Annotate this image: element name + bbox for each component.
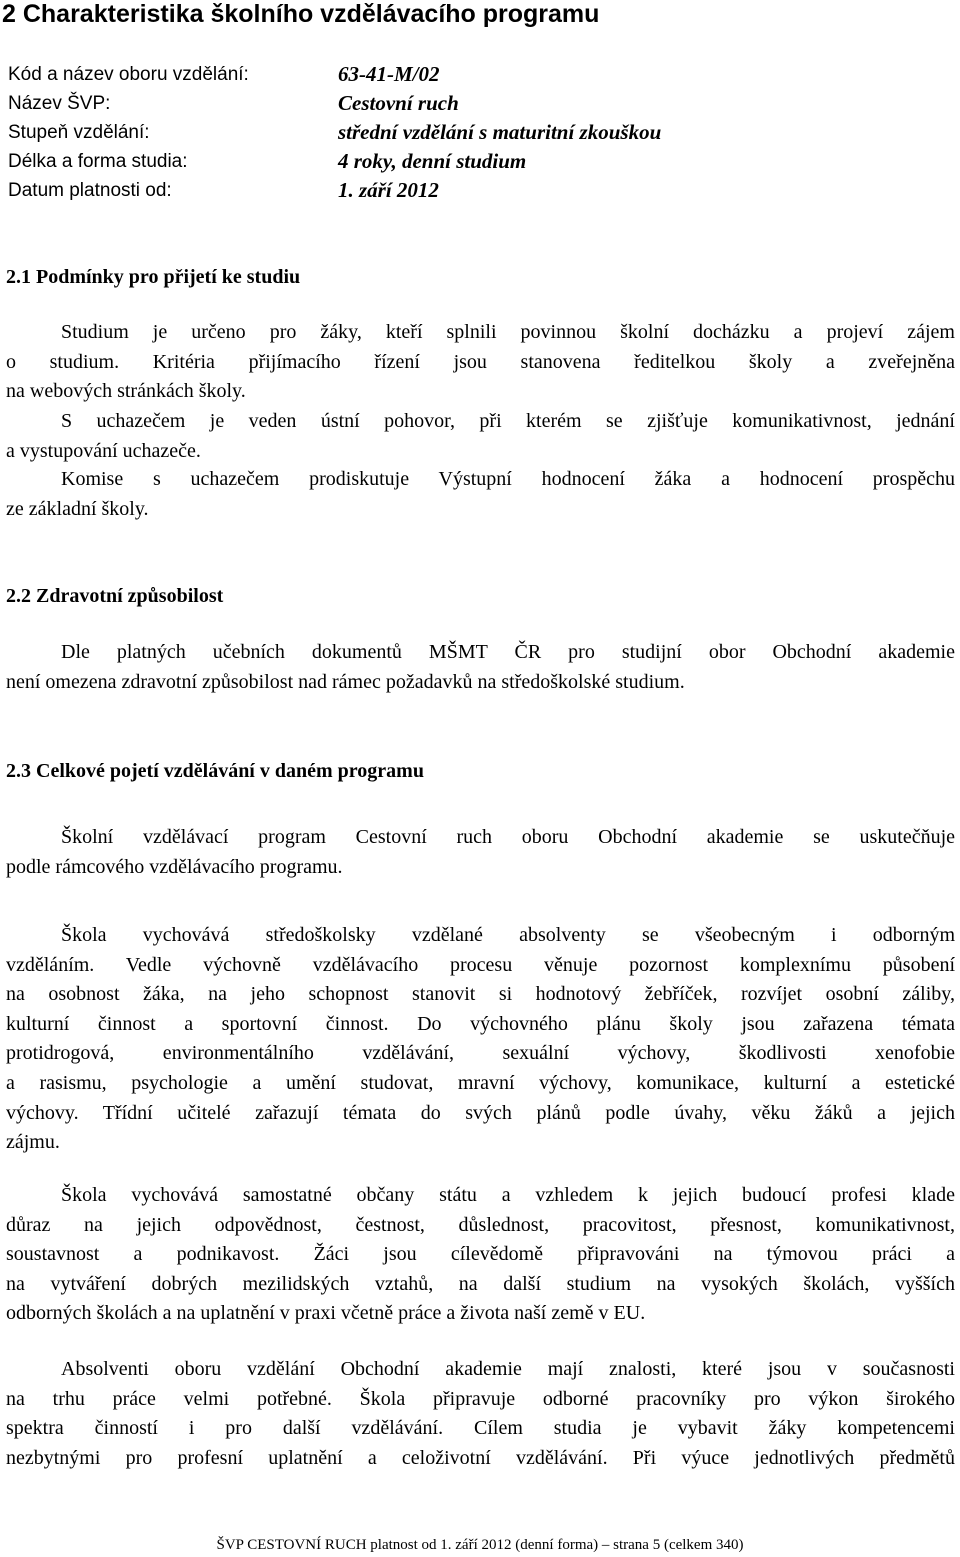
paragraph-admission-3: [6, 465, 955, 524]
info-row-valid-from: [8, 176, 808, 205]
section-heading-2-3: 2.3 Celkové pojetí vzdělávání v daném programu: [6, 760, 424, 782]
info-value: 4 roky, denní studium: [338, 149, 527, 173]
info-value: 1. září 2012: [338, 178, 439, 202]
info-label: Délka a forma studia:: [8, 151, 188, 172]
paragraph-admission-1: [6, 318, 955, 407]
text-line: Školní vzdělávací program Cestovní ruch oboru Obchodní akademie se uskutečňuje: [61, 826, 955, 848]
text-line: a rasismu, psychologie a umění studovat, mravní výchovy, komunikace, kulturní a estetické: [6, 1071, 955, 1094]
text-line: S uchazečem je veden ústní pohovor, při kterém se zjišťuje komunikativnost, jednání: [61, 410, 955, 432]
text-line: Dle platných učebních dokumentů MŠMT ČR pro studijní obor Obchodní akademie: [61, 641, 955, 663]
info-label: Stupeň vzdělání:: [8, 122, 150, 143]
paragraph-concept-1: [6, 823, 955, 882]
info-label: Název ŠVP:: [8, 93, 111, 114]
info-row-code: [8, 60, 808, 89]
section-heading-2-2: 2.2 Zdravotní způsobilost: [6, 585, 224, 607]
info-row-name: [8, 89, 808, 118]
page-footer: ŠVP CESTOVNÍ RUCH platnost od 1. září 2012 (denní forma) – strana 5 (celkem 340): [216, 1537, 744, 1553]
info-row-duration: [8, 147, 808, 176]
text-line: ze základní školy.: [6, 497, 149, 520]
paragraph-concept-4: [6, 1355, 955, 1473]
text-line: kulturní činnost a sportovní činnost. Do výchovného plánu školy jsou zařazena témata: [6, 1012, 955, 1035]
text-line: důraz na jejich odpovědnost, čestnost, důslednost, pracovitost, přesnost, komunikativnost,: [6, 1213, 955, 1236]
text-line: Studium je určeno pro žáky, kteří splnili povinnou školní docházku a projeví zájem: [61, 321, 955, 343]
text-line: Škola vychovává středoškolsky vzdělané absolventy se všeobecným i odborným: [61, 924, 955, 946]
paragraph-admission-2: [6, 407, 955, 466]
info-label: Kód a název oboru vzdělání:: [8, 64, 249, 85]
paragraph-concept-2: [6, 921, 955, 1158]
program-info-table: [8, 60, 808, 205]
text-line: Komise s uchazečem prodiskutuje Výstupní hodnocení žáka a hodnocení prospěchu: [61, 468, 955, 490]
text-line: na webových stránkách školy.: [6, 380, 246, 403]
text-line: není omezena zdravotní způsobilost nad rámec požadavků na středoškolské studium.: [6, 670, 685, 693]
text-line: Absolventi oboru vzdělání Obchodní akademie mají znalosti, které jsou v současnosti: [61, 1358, 955, 1380]
text-line: spektra činností i pro další vzdělávání. Cílem studia je vybavit žáky kompetencemi: [6, 1417, 955, 1440]
text-line: vzděláním. Vedle výchovně vzdělávacího procesu věnuje pozornost komplexnímu působení: [6, 953, 955, 976]
text-line: soustavnost a podnikavost. Žáci jsou cílevědomě připravováni na týmovou práci a: [6, 1243, 955, 1266]
text-line: na vytváření dobrých mezilidských vztahů, na další studium na vysokých školách, vyšších: [6, 1272, 955, 1295]
text-line: Škola vychovává samostatné občany státu a vzhledem k jejich budoucí profesi klade: [61, 1184, 955, 1206]
info-value: střední vzdělání s maturitní zkouškou: [338, 120, 662, 144]
text-line: a vystupování uchazeče.: [6, 439, 201, 462]
text-line: odborných školách a na uplatnění v praxi včetně práce a života naší země v EU.: [6, 1302, 646, 1325]
text-line: nezbytnými pro profesní uplatnění a celoživotní vzdělávání. Při výuce jednotlivých předmětů: [6, 1446, 955, 1469]
info-row-level: [8, 118, 808, 147]
text-line: podle rámcového vzdělávacího programu.: [6, 855, 343, 878]
paragraph-concept-3: [6, 1181, 955, 1329]
text-line: na trhu práce velmi potřebné. Škola připravuje odborné pracovníky pro výkon širokého: [6, 1387, 955, 1410]
section-heading-2-1: 2.1 Podmínky pro přijetí ke studiu: [6, 266, 301, 288]
info-value: 63-41-M/02: [338, 62, 440, 86]
text-line: na osobnost žáka, na jeho schopnost stanovit si hodnotový žebříček, rozvíjet osobní záliby,: [6, 983, 955, 1006]
chapter-title: 2 Charakteristika školního vzdělávacího programu: [2, 0, 600, 28]
text-line: o studium. Kritéria přijímacího řízení jsou stanovena ředitelkou školy a zveřejněna: [6, 350, 955, 373]
paragraph-health: [6, 638, 955, 697]
text-line: protidrogová, environmentálního vzdělávání, sexuální výchovy, škodlivosti xenofobie: [6, 1042, 955, 1065]
info-label: Datum platnosti od:: [8, 180, 172, 201]
text-line: výchovy. Třídní učitelé zařazují témata do svých plánů podle úvahy, věku žáků a jejich: [6, 1101, 955, 1124]
info-value: Cestovní ruch: [338, 91, 459, 115]
text-line: zájmu.: [6, 1131, 60, 1154]
